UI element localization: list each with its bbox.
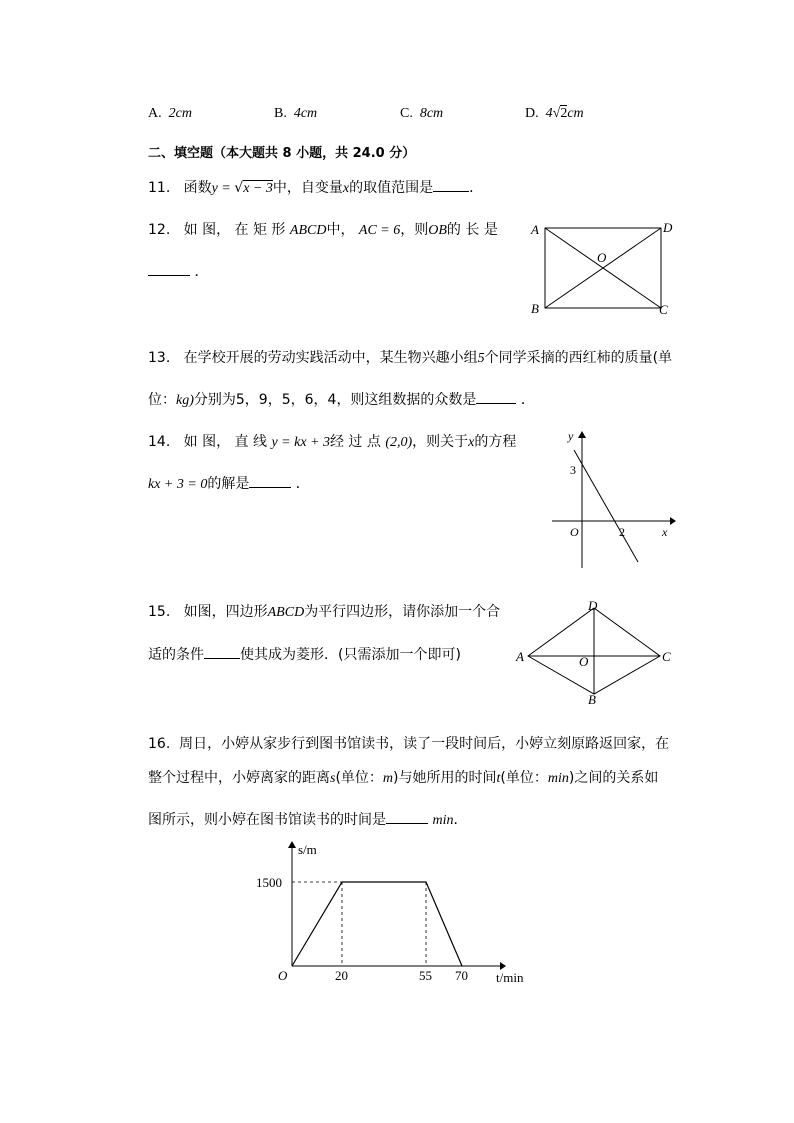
answer-blank[interactable]	[476, 391, 516, 404]
question-13: 13. 在学校开展的劳动实践活动中，某生物兴趣小组5个同学采摘的西红柿的质量(单	[148, 350, 673, 366]
answer-blank[interactable]	[386, 811, 428, 824]
question-15: 15. 如图，四边形ABCD为平行四边形，请你添加一个合	[148, 604, 501, 620]
tick-70: 70	[455, 968, 468, 983]
y-intercept-label: 3	[570, 463, 576, 477]
question-15-line2: 适的条件 使其成为菱形．(只需添加一个即可)	[148, 647, 461, 663]
distance-time-graph	[250, 838, 540, 988]
x-intercept-label: 2	[619, 525, 625, 539]
label-o: O	[579, 654, 589, 669]
answer-blank[interactable]	[148, 263, 190, 276]
label-c: C	[662, 649, 671, 664]
line-y-kx-3	[574, 450, 638, 562]
section-title: 二、填空题（本大题共 8 小题，共 24.0 分）	[148, 146, 416, 161]
question-12-answer: ．	[148, 262, 208, 282]
label-b: B	[531, 301, 539, 316]
label-d: D	[588, 598, 598, 613]
answer-blank[interactable]	[249, 475, 291, 488]
label-a: A	[516, 649, 524, 664]
t-axis-label: t/min	[496, 970, 524, 985]
option-c: C. 8cm	[400, 106, 444, 121]
origin-label: O	[570, 525, 579, 539]
rhombus-figure	[512, 598, 682, 708]
tick-55: 55	[419, 968, 432, 983]
label-o: O	[597, 250, 607, 265]
question-16: 16. 周日，小婷从家步行到图书馆读书，读了一段时间后，小婷立刻原路返回家，在	[148, 736, 670, 752]
origin-label: O	[278, 968, 288, 983]
label-c: C	[659, 302, 668, 317]
rectangle-figure	[525, 218, 685, 318]
y-label: y	[568, 429, 574, 443]
x-arrow	[670, 517, 676, 525]
t-arrow	[500, 962, 506, 970]
s-axis-label: s/m	[298, 842, 317, 857]
x-label: x	[662, 525, 668, 539]
line-graph-figure	[548, 426, 678, 572]
label-a: A	[531, 222, 539, 237]
s-arrow	[288, 841, 296, 848]
label-b: B	[588, 692, 596, 707]
option-b: B. 4cm	[274, 106, 318, 121]
option-d: D. 4√2cm	[525, 106, 584, 121]
question-12: 12. 如 图， 在 矩 形 ABCD中， AC = 6，则OB的 长 是	[148, 222, 498, 238]
option-a: A. 2cm	[148, 106, 192, 121]
tick-1500: 1500	[256, 875, 282, 890]
question-14: 14. 如 图， 直 线 y = kx + 3经 过 点 (2,0)，则关于x的方程	[148, 434, 517, 450]
question-16-line2: 整个过程中，小婷离家的距离s(单位：m)与她所用的时间t(单位：min)之间的关系如	[148, 770, 659, 786]
answer-blank[interactable]	[204, 646, 240, 659]
question-14-line2: kx + 3 = 0的解是 ．	[148, 476, 310, 492]
y-arrow	[578, 431, 586, 438]
question-11: 11. 函数y = √x − 3中，自变量x的取值范围是 ．	[148, 180, 484, 196]
tick-20: 20	[335, 968, 348, 983]
answer-blank[interactable]	[433, 179, 469, 192]
question-13-line2: 位：kg)分别为5，9，5，6，4，则这组数据的众数是 ．	[148, 392, 535, 408]
distance-line	[292, 882, 462, 966]
question-16-line3: 图所示，则小婷在图书馆读书的时间是 min．	[148, 812, 468, 828]
label-d: D	[663, 220, 673, 235]
